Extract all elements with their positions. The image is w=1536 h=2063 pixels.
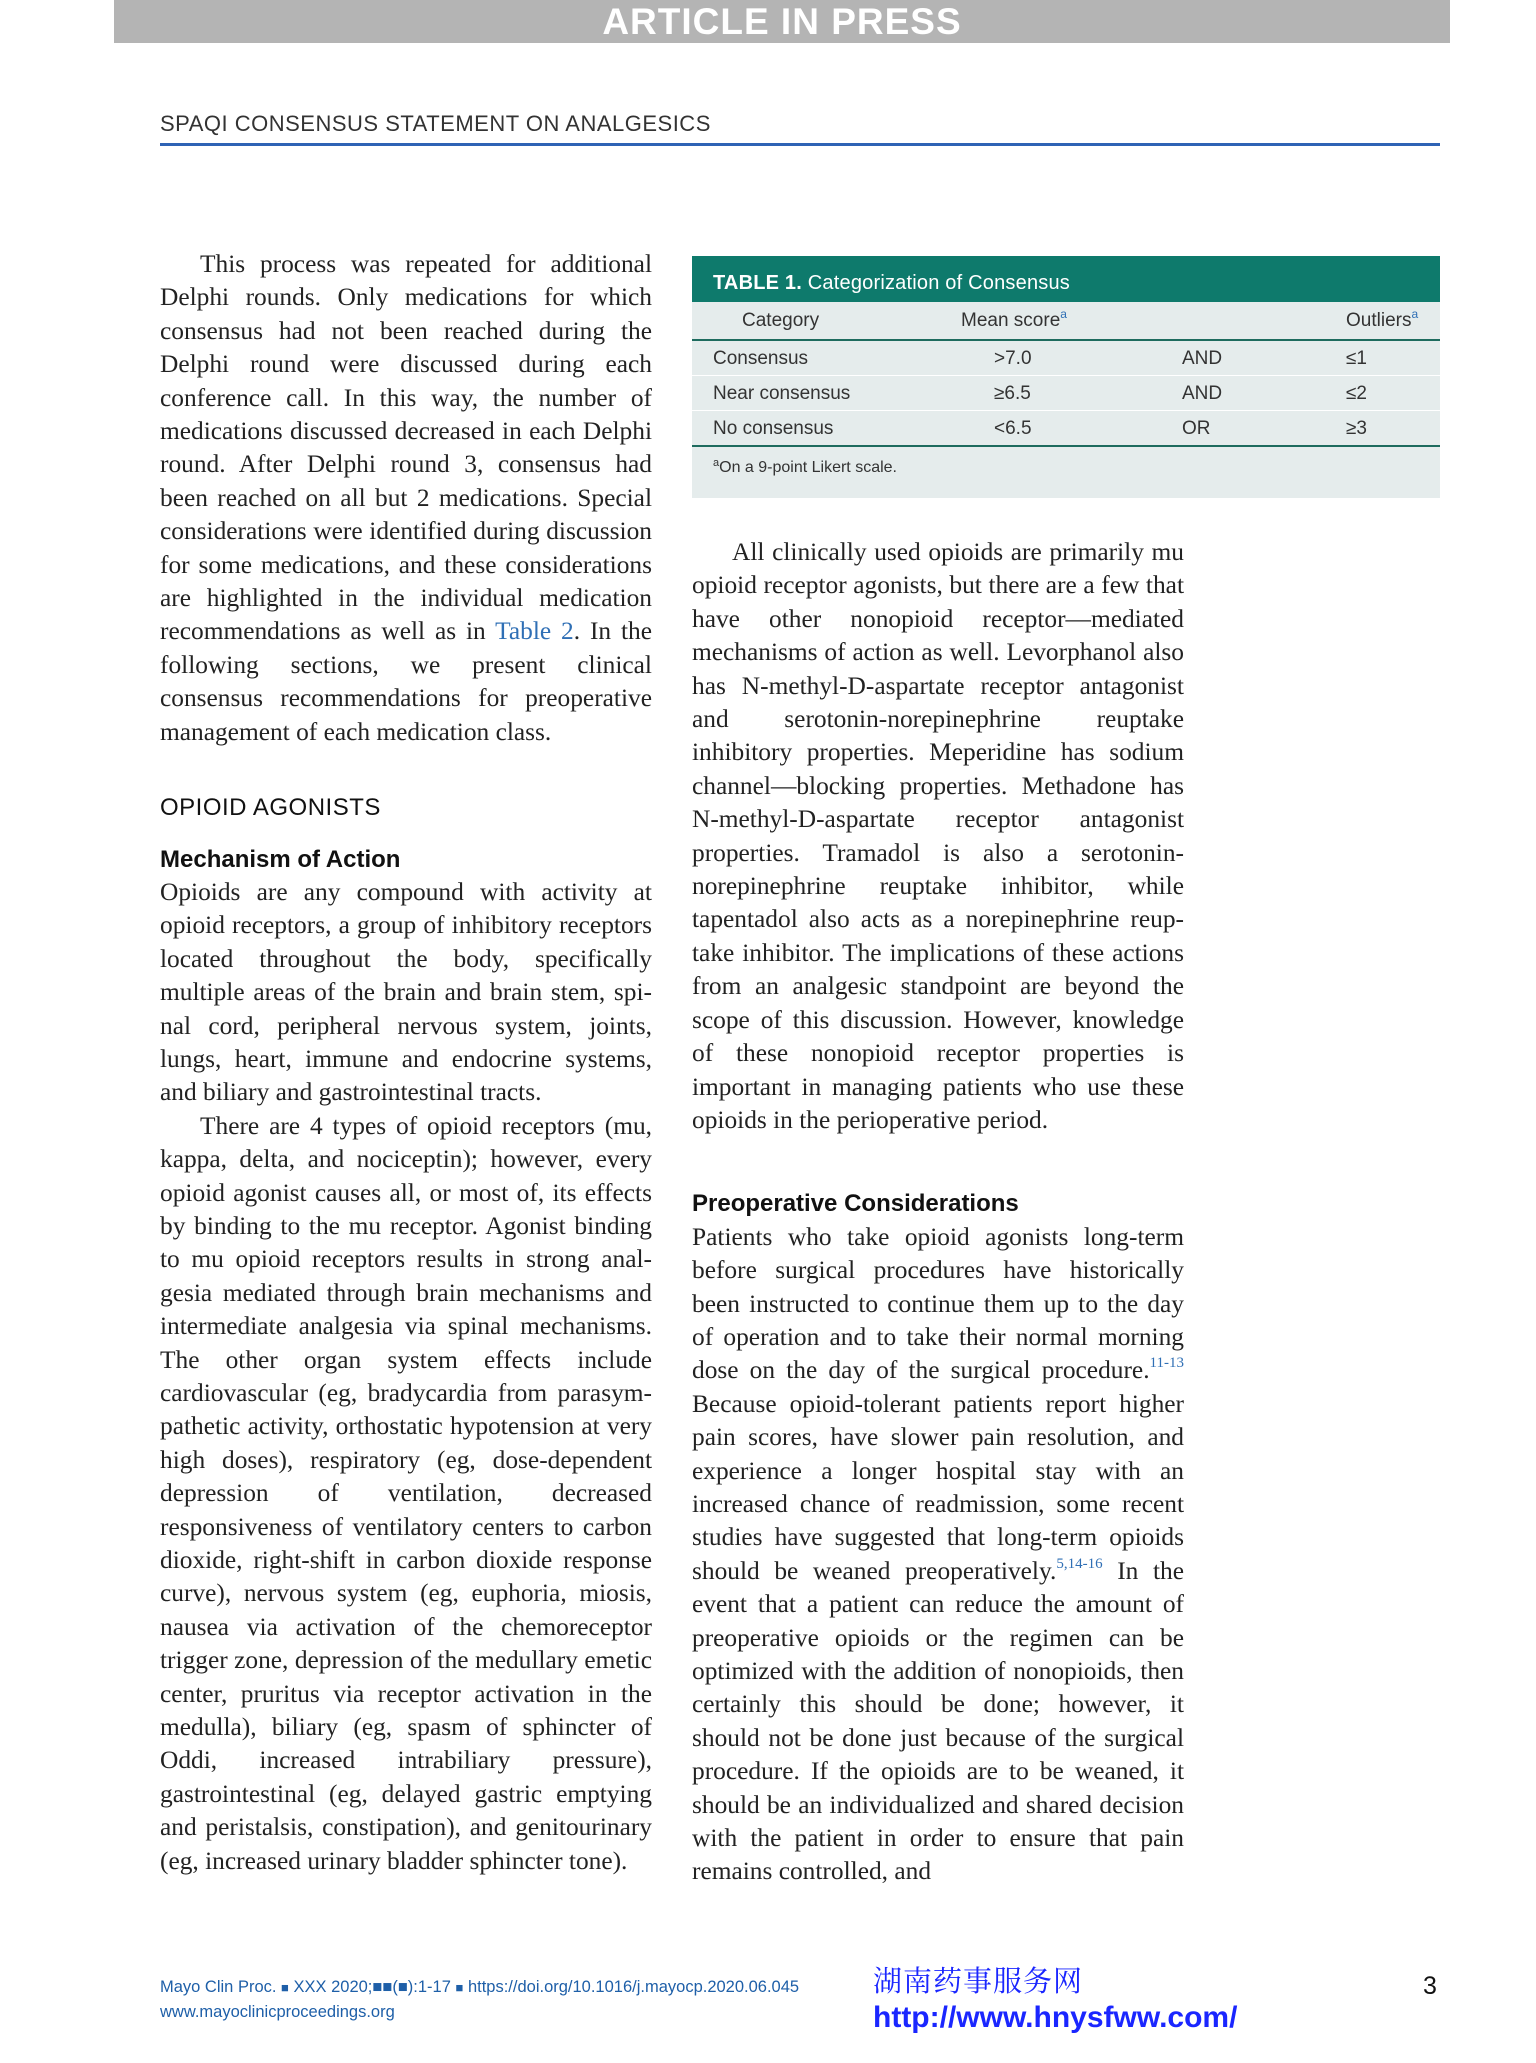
running-head: SPAQI CONSENSUS STATEMENT ON ANALGESICS — [160, 111, 711, 136]
table-title: TABLE 1. Categorization of Consensus — [692, 256, 1440, 302]
paragraph-opioid-receptors: There are 4 types of opioid receptors (mu, kappa, delta, and nociceptin); however, every opioid agonist causes all, or most of, its effects by binding to the mu receptor. Agonist binding to mu opioid receptors results in strong analgesia mediated through brain mechanisms and intermediate analgesia via spinal mechanisms. The other organ system effects include cardiovascular (eg, bradycardia from parasympathetic activity, orthostatic hypotension at very high doses), respiratory (eg, dose-dependent depression of ventilation, decreased responsiveness of ventilatory centers to carbon dioxide, right-shift in carbon dioxide response curve), nervous system (eg, euphoria, miosis, nausea via activation of the chemoreceptor trigger zone, depression of the medullary emetic center, pruritus via receptor activation in the medulla), biliary (eg, spasm of sphincter of Oddi, increased intrabiliary pressure), gastrointestinal (eg, delayed gastric emptying and peristalsis, constipation), and genitourinary (eg, increased urinary bladder sphincter tone). — [160, 1111, 652, 1875]
header-outliers: Outliers$^a$ — [1346, 307, 1419, 331]
header-rule — [160, 143, 1440, 146]
table-row: Consensus >7.0 AND ≤1 — [692, 341, 1440, 376]
journal-website-link[interactable]: www.mayoclinicproceedings.org — [160, 2003, 395, 2021]
paragraph-nonopioid-mechanisms: All clinically used opioids are primarily mu opioid receptor agonists, but there are a few that have other nonopioid receptor—mediated mechanisms of action as well. Levorphanol also has N-methyl-D-aspartate receptor antagonist and serotonin-norepinephrine reuptake inhibitory properties. Meperidine has sodium channel—blocking properties. Methadone has N-methyl-D-aspartate receptor antagonist properties. Tramadol is also a serotonin-norepinephrine reuptake inhibitor, while tapentadol also acts as a norepinephrine reuptake inhibitor. The implications of these actions from an analgesic standpoint are beyond the scope of this discussion. However, knowledge of these nonopioid receptor properties is important in managing patients who use these opioids in the perioperative period. — [692, 538, 1184, 1134]
table-row: No consensus <6.5 OR ≥3 — [692, 411, 1440, 447]
section-heading-opioid-agonists: OPIOID AGONISTS — [160, 794, 381, 822]
header-category: Category — [742, 310, 820, 331]
paragraph-opioid-definition: Opioids are any compound with activity at opioid receptors, a group of inhibitory receptors located throughout the body, specifically multiple areas of the brain and brain stem, spinal cord, peripheral nervous system, joints, lungs, heart, immune and endocrine systems, and biliary and gastrointestinal tracts. — [160, 877, 652, 1107]
table-header-row — [692, 302, 1440, 341]
table-row: Near consensus ≥6.5 AND ≤2 — [692, 376, 1440, 411]
subheading-preoperative-considerations: Preoperative Considerations — [692, 1190, 1019, 1218]
right-column — [692, 536, 1184, 1889]
reference-link[interactable]: 5,14-16 — [1056, 1555, 1103, 1572]
header-mean-score: Mean score$^a$ — [961, 307, 1067, 331]
reference-link[interactable]: 11-13 — [1149, 1355, 1184, 1372]
table-footnote: $^a$On a 9-point Likert scale. — [713, 457, 897, 476]
table-2-link[interactable]: Table 2 — [495, 617, 574, 646]
page-number: 3 — [1423, 1972, 1437, 2000]
doi-link[interactable]: https://doi.org/10.1016/j.mayocp.2020.06.045 — [467, 1978, 800, 1996]
watermark: 湖南药事服务网 http://www.hnysfww.com/ — [873, 1964, 1238, 2034]
footer-citation: Mayo Clin Proc. ■ XXX 2020;■■(■):1-17 ■ https://doi.org/10.1016/j.mayocp.2020.06.045 www.mayoclinicproceedings.org — [160, 1975, 799, 2024]
subheading-mechanism-of-action: Mechanism of Action — [160, 845, 401, 873]
table-1 — [692, 256, 1440, 498]
left-column — [160, 248, 652, 1878]
paragraph-preoperative: Patients who take opioid agonists long-term before surgical procedures have historically been instructed to continue them up to the day of operation and to take their normal morning dose on the day of the surgical procedure.$^{11-13}$ Because opioid-tolerant patients report higher pain scores, have slower pain resolution, and experience a longer hospital stay with an increased chance of readmission, some recent studies have suggested that long-term opioids should be weaned preoperatively.$^{5,14-16}$ In the event that a patient can reduce the amount of preoperative opioids or the regimen can be optimized with the addition of nonopioids, then certainly this should be done; however, it should not be done just because of the surgical procedure. If the opioids are to be weaned, it should be an individualized and shared decision with the patient in order to ensure that pain remains controlled, and — [692, 1222, 1184, 1886]
paragraph-delphi-process: This process was repeated for additional Delphi rounds. Only medications for which consensus had not been reached during the Delphi round were discussed during each conference call. In this way, the number of medications discussed decreased in each Delphi round. After Delphi round 3, consensus had been reached on all but 2 medications. Special considerations were identified during discussion for some medications, and these considerations are highlighted in the individual medication recommendations as well as in Table 2. In the following sections, we present clinical consensus recommendations for preoperative management of each medication class. — [160, 250, 653, 746]
watermark-url[interactable]: http://www.hnysfww.com/ — [873, 2001, 1238, 2034]
article-in-press-banner: ARTICLE IN PRESS — [114, 0, 1450, 43]
